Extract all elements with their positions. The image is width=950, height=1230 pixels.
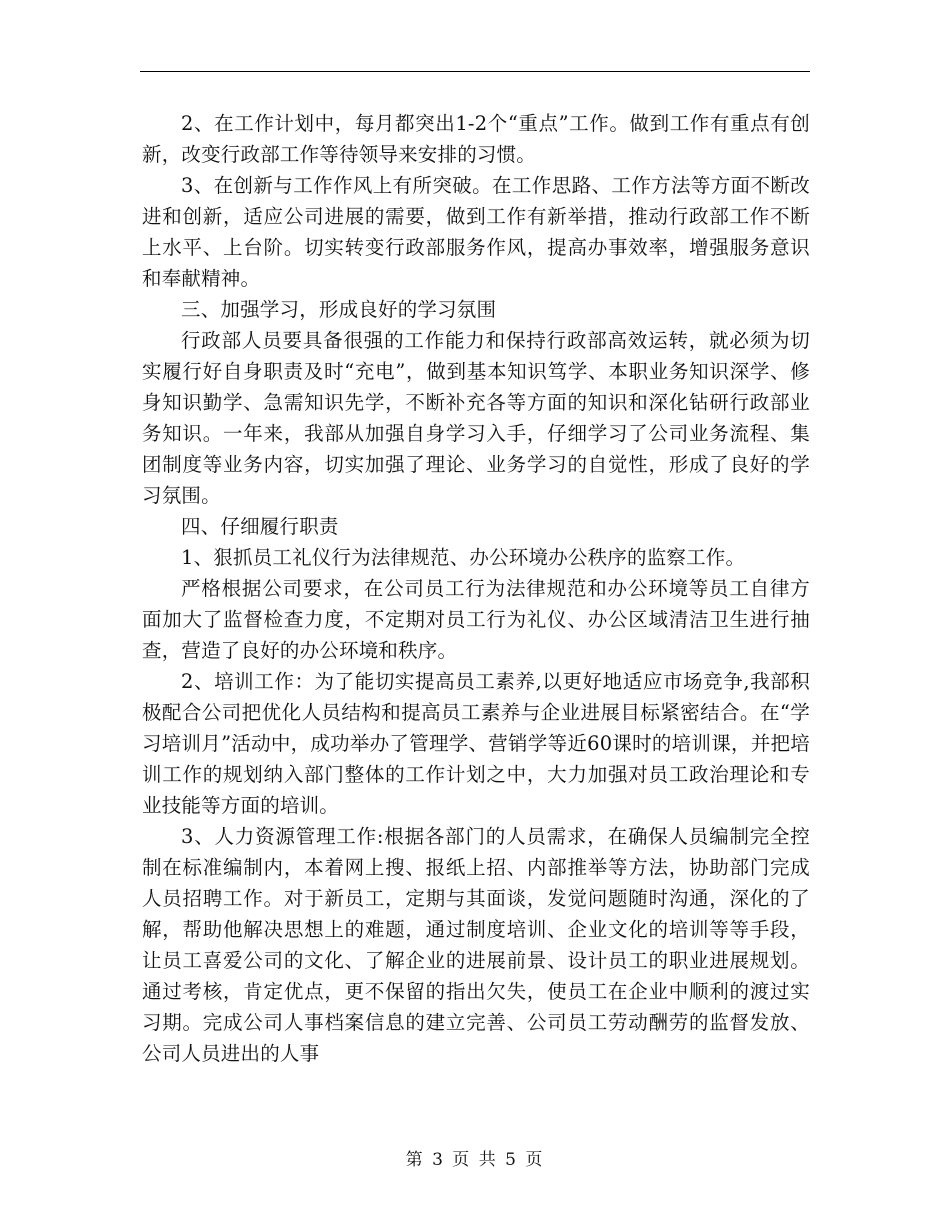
paragraph: 2、培训工作：为了能切实提高员工素养,以更好地适应市场竞争,我部积极配合公司把优化人员结构和提高员工素养与企业进展目标紧密结合。在“学习培训月”活动中，成功举办了管理学、营销学等近60课时的培训课，并把培训工作的规划纳入部门整体的工作计划之中，大力加强对员工政治理论和专业技能等方面的培训。	[142, 670, 810, 817]
paragraph: 3、在创新与工作作风上有所突破。在工作思路、工作方法等方面不断改进和创新，适应公司进展的需要，做到工作有新举措，推动行政部工作不断上水平、上台阶。切实转变行政部服务作风，提高办事效率，增强服务意识和奉献精神。	[142, 174, 810, 290]
paragraph: 1、狠抓员工礼仪行为法律规范、办公环境办公秩序的监察工作。	[181, 546, 746, 569]
document-body	[142, 108, 810, 1069]
paragraph: 行政部人员要具备很强的工作能力和保持行政部高效运转，就必须为切实履行好自身职责及时“充电”，做到基本知识笃学、本职业务知识深学、修身知识勤学、急需知识先学，不断补充各等方面的知识和深化钻研行政部业务知识。一年来，我部从加强自身学习入手，仔细学习了公司业务流程、集团制度等业务内容，切实加强了理论、业务学习的自觉性，形成了良好的学习氛围。	[142, 329, 810, 507]
paragraph: 2、在工作计划中，每月都突出1-2个“重点”工作。做到工作有重点有创新，改变行政部工作等待领导来安排的习惯。	[142, 112, 810, 166]
paragraph: 严格根据公司要求，在公司员工行为法律规范和办公环境等员工自律方面加大了监督检查力度，不定期对员工行为礼仪、办公区域清洁卫生进行抽查，营造了良好的办公环境和秩序。	[142, 577, 810, 662]
header-rule	[140, 71, 810, 72]
section-heading: 三、加强学习，形成良好的学习氛围	[181, 298, 497, 321]
section-heading: 四、仔细履行职责	[181, 515, 339, 538]
paragraph: 3、人力资源管理工作:根据各部门的人员需求，在确保人员编制完全控制在标准编制内，本着网上搜、报纸上招、内部推举等方法，协助部门完成人员招聘工作。对于新员工，定期与其面谈，发觉问题随时沟通，深化的了解，帮助他解决思想上的难题，通过制度培训、企业文化的培训等等手段，让员工喜爱公司的文化、了解企业的进展前景、设计员工的职业进展规划。通过考核，肯定优点，更不保留的指出欠失，使员工在企业中顺利的渡过实习期。完成公司人事档案信息的建立完善、公司员工劳动酬劳的监督发放、公司人员进出的人事	[142, 825, 810, 1065]
page-number: 第 3 页 共 5 页	[405, 1150, 545, 1170]
